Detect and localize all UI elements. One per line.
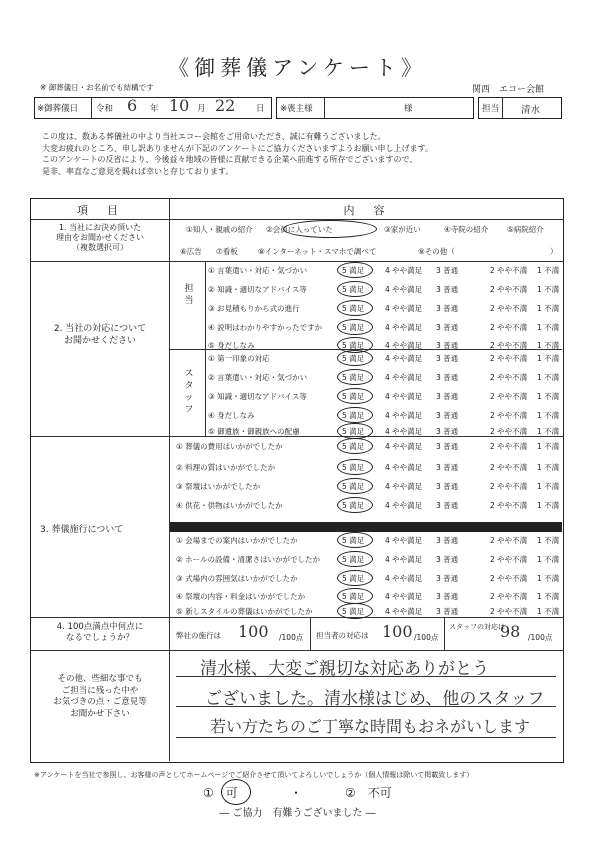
q5-label: その他、些細な事でも ご担当に残った中や お気づきの点・ご意見等 お聞かせ下さい: [53, 674, 147, 719]
q2-row-2-scale-4[interactable]: 4 やや満足: [385, 285, 423, 294]
q3a-row-3-scale-5[interactable]: 5 満足: [342, 482, 365, 491]
col-header-content: 内 容: [343, 204, 389, 217]
footer-no[interactable]: ② 不可: [345, 786, 392, 800]
q2-row-9-scale-5[interactable]: 5 満足: [342, 411, 365, 420]
q2-row-3-selected-circle-mark: [337, 300, 373, 316]
q3b-row-5-scale-5[interactable]: 5 満足: [342, 607, 365, 616]
q2-row-10-scale-2[interactable]: 2 やや不満: [490, 427, 528, 436]
company-name: 関西 エコー会館: [472, 85, 545, 95]
q3b-row-1-selected-circle-mark: [337, 532, 373, 548]
q2-row-8-scale-1[interactable]: 1 不満: [537, 392, 560, 401]
q2-row-3-scale-4[interactable]: 4 やや満足: [385, 304, 423, 313]
q3b-row-4-scale-1[interactable]: 1 不満: [537, 592, 560, 601]
q1-option-5[interactable]: ⑤病院紹介: [507, 225, 544, 234]
q2-row-8-scale-3[interactable]: 3 普通: [436, 392, 459, 401]
q3-label: 3. 葬儀施行について: [40, 525, 124, 535]
q2-item-1: ① 言葉遣い・対応・気づかい: [208, 266, 308, 275]
q2-row-1-scale-5[interactable]: 5 満足: [342, 266, 365, 275]
q3a-row-2-scale-3[interactable]: 3 普通: [436, 463, 459, 472]
q2-row-6-scale-4[interactable]: 4 やや満足: [385, 354, 423, 363]
footer-question: ※アンケートを当社で参照し、お客様の声としてホームページでご紹介させて頂いてよろしいでしょうか（個人情報は除いて掲載致します）: [34, 771, 474, 779]
q3a-item-2: ② 料理の質はいかがでしたか: [176, 463, 276, 472]
q2-row-10-scale-5[interactable]: 5 満足: [342, 427, 365, 436]
q3a-row-4-scale-2[interactable]: 2 やや不満: [490, 501, 528, 510]
q2-row-8-scale-5[interactable]: 5 満足: [342, 392, 365, 401]
q1-option-3[interactable]: ③家が近い: [384, 225, 421, 234]
q2-row-6-scale-3[interactable]: 3 普通: [436, 354, 459, 363]
q2-row-6-scale-5[interactable]: 5 満足: [342, 354, 365, 363]
q3b-row-4-scale-5[interactable]: 5 満足: [342, 592, 365, 601]
q3b-row-3-scale-2[interactable]: 2 やや不満: [490, 574, 528, 583]
q2-row-2-scale-3[interactable]: 3 普通: [436, 285, 459, 294]
q3a-row-1-scale-3[interactable]: 3 普通: [436, 442, 459, 451]
q2-row-4-scale-3[interactable]: 3 普通: [436, 323, 459, 332]
q3b-row-3-scale-1[interactable]: 1 不満: [537, 574, 560, 583]
q2-item-8: ③ 知識・適切なアドバイス等: [208, 392, 307, 401]
q3a-row-2-scale-1[interactable]: 1 不満: [537, 463, 560, 472]
q2-item-2: ② 知識・適切なアドバイス等: [208, 285, 307, 294]
q2-item-4: ④ 説明はわかりやすかったですか: [208, 323, 323, 332]
q3a-row-2-selected-circle-mark: [337, 459, 373, 475]
q3a-row-2-scale-5[interactable]: 5 満足: [342, 463, 365, 472]
q3a-row-4-scale-1[interactable]: 1 不満: [537, 501, 560, 510]
q2-row-4-scale-4[interactable]: 4 やや満足: [385, 323, 423, 332]
q2-row-5-scale-3[interactable]: 3 普通: [436, 341, 459, 350]
q3a-row-4-selected-circle-mark: [337, 497, 373, 513]
q2-row-7-scale-1[interactable]: 1 不満: [537, 373, 560, 382]
q2-label: 2. 当社の対応について お聞かせください: [53, 324, 147, 346]
score-company: 100: [238, 622, 269, 641]
era-label: 令和: [96, 104, 114, 114]
q2-row-4-selected-circle-mark: [337, 319, 373, 335]
q1-option-7[interactable]: ⑦看板: [216, 247, 238, 256]
q3b-row-1-scale-2[interactable]: 2 やや不満: [490, 536, 528, 545]
q2-group-tantou: 担当: [184, 284, 194, 306]
q1-label: 1. 当社にお決め頂いた 理由をお聞かせください （複数選択可）: [56, 223, 144, 252]
q3b-row-3-scale-4[interactable]: 4 やや満足: [385, 574, 423, 583]
q3b-row-1-scale-4[interactable]: 4 やや満足: [385, 536, 423, 545]
score-staff: 98: [500, 622, 521, 641]
q3a-row-2-scale-2[interactable]: 2 やや不満: [490, 463, 528, 472]
q3b-row-3-selected-circle-mark: [337, 570, 373, 586]
q2-row-8-scale-4[interactable]: 4 やや満足: [385, 392, 423, 401]
q2-row-4-scale-2[interactable]: 2 やや不満: [490, 323, 528, 332]
q2-row-4-scale-1[interactable]: 1 不満: [537, 323, 560, 332]
q3b-row-2-scale-2[interactable]: 2 やや不満: [490, 555, 528, 564]
q3a-row-3-selected-circle-mark: [337, 478, 373, 494]
footer-yes-circle-mark: [221, 779, 251, 805]
q2-row-5-scale-2[interactable]: 2 やや不満: [490, 341, 528, 350]
q3b-row-2-selected-circle-mark: [337, 551, 373, 567]
q3b-item-1: ① 会場までの案内はいかがでしたか: [176, 536, 298, 545]
q2-row-4-scale-5[interactable]: 5 満足: [342, 323, 365, 332]
q3b-row-5-selected-circle-mark: [337, 603, 373, 619]
q3b-item-3: ③ 式場内の雰囲気はいかがでしたか: [176, 574, 298, 583]
q3b-row-5-scale-2[interactable]: 2 やや不満: [490, 607, 528, 616]
q2-item-3: ③ お見積もりから式の進行: [208, 304, 300, 313]
q3a-row-2-scale-4[interactable]: 4 やや満足: [385, 463, 423, 472]
year-value: 6: [127, 96, 138, 115]
comment-line-2: ございました。清水様はじめ、他のスタッフ: [205, 689, 545, 709]
q2-row-5-scale-1[interactable]: 1 不満: [537, 341, 560, 350]
q1-option-9[interactable]: ⑨その他（: [418, 247, 455, 256]
q3b-row-1-scale-5[interactable]: 5 満足: [342, 536, 365, 545]
comment-line-3: 若い方たちのご丁寧な時間もおネがいします: [210, 717, 531, 736]
q3a-row-4-scale-3[interactable]: 3 普通: [436, 501, 459, 510]
comment-line-1: 清水様、大変ご親切な対応ありがとう: [200, 659, 489, 679]
q3a-row-1-scale-2[interactable]: 2 やや不満: [490, 442, 528, 451]
q2-row-1-scale-4[interactable]: 4 やや満足: [385, 266, 423, 275]
q3b-row-2-scale-1[interactable]: 1 不満: [537, 555, 560, 564]
q2-row-10-scale-1[interactable]: 1 不満: [537, 427, 560, 436]
q4-label: 4. 100点満点中何点に なるでしょうか？: [56, 622, 144, 643]
q2-row-7-scale-5[interactable]: 5 満足: [342, 373, 365, 382]
q2-item-10: ⑤ 御遺族・御親族への配慮: [208, 427, 300, 436]
q1-option-1[interactable]: ①知人・親戚の紹介: [186, 225, 253, 234]
funeral-date-label: ※御葬儀日: [37, 104, 79, 114]
q2-row-9-scale-2[interactable]: 2 やや不満: [490, 411, 528, 420]
q3b-item-5: ⑤ 新しスタイルの葬儀はいかがでしたか: [176, 607, 313, 616]
q2-item-5: ⑤ 身だしなみ: [208, 341, 255, 350]
q2-item-7: ② 言葉遣い・対応・気づかい: [208, 373, 308, 382]
footer-yes[interactable]: ① 可: [203, 786, 238, 800]
staff-name: 清水: [521, 105, 541, 116]
q2-row-2-scale-5[interactable]: 5 満足: [342, 285, 365, 294]
q1-option-6[interactable]: ⑥広告: [180, 247, 202, 256]
q1-option-2-circle-mark: [283, 220, 377, 238]
q3a-row-1-scale-5[interactable]: 5 満足: [342, 442, 365, 451]
q1-option-4[interactable]: ④寺院の紹介: [444, 225, 489, 234]
q2-row-8-selected-circle-mark: [337, 388, 373, 404]
q2-group-staff: スタッフ: [184, 369, 194, 415]
q2-row-5-scale-5[interactable]: 5 満足: [342, 341, 365, 350]
q1-option-2[interactable]: ②会員に入っていた: [266, 225, 333, 234]
q2-row-6-scale-1[interactable]: 1 不満: [537, 354, 560, 363]
q3b-row-4-scale-4[interactable]: 4 やや満足: [385, 592, 423, 601]
q2-row-9-scale-1[interactable]: 1 不満: [537, 411, 560, 420]
q2-row-7-selected-circle-mark: [337, 369, 373, 385]
q2-row-10-selected-circle-mark: [337, 423, 373, 439]
q2-row-10-scale-3[interactable]: 3 普通: [436, 427, 459, 436]
q3b-row-3-scale-3[interactable]: 3 普通: [436, 574, 459, 583]
q3b-row-4-selected-circle-mark: [337, 588, 373, 604]
q2-row-8-scale-2[interactable]: 2 やや不満: [490, 392, 528, 401]
q2-item-9: ④ 身だしなみ: [208, 411, 255, 420]
q3a-row-4-scale-5[interactable]: 5 満足: [342, 501, 365, 510]
q2-row-10-scale-4[interactable]: 4 やや満足: [385, 427, 423, 436]
q3b-row-5-scale-1[interactable]: 1 不満: [537, 607, 560, 616]
q2-row-1-scale-1[interactable]: 1 不満: [537, 266, 560, 275]
q2-row-3-scale-1[interactable]: 1 不満: [537, 304, 560, 313]
client-suffix: 様: [404, 104, 413, 114]
q2-row-7-scale-2[interactable]: 2 やや不満: [490, 373, 528, 382]
q2-row-9-scale-4[interactable]: 4 やや満足: [385, 411, 423, 420]
col-header-item: 項 目: [77, 204, 122, 217]
q2-row-3-scale-2[interactable]: 2 やや不満: [490, 304, 528, 313]
day-value: 22: [215, 96, 236, 115]
month-value: 10: [169, 96, 190, 115]
staff-label: 担当: [482, 104, 500, 114]
q3a-row-3-scale-1[interactable]: 1 不満: [537, 482, 560, 491]
q2-row-9-selected-circle-mark: [337, 407, 373, 423]
header-note: ※ 御葬儀日・お名前でも結構です: [40, 83, 154, 92]
q1-option-8[interactable]: ⑧インターネット・スマホで調べて: [258, 247, 377, 256]
q2-row-1-scale-3[interactable]: 3 普通: [436, 266, 459, 275]
q2-row-9-scale-3[interactable]: 3 普通: [436, 411, 459, 420]
q3b-row-1-scale-1[interactable]: 1 不満: [537, 536, 560, 545]
q3a-row-1-scale-4[interactable]: 4 やや満足: [385, 442, 423, 451]
q3a-row-1-scale-1[interactable]: 1 不満: [537, 442, 560, 451]
q3-dark-band: [170, 522, 562, 532]
q3b-row-5-scale-4[interactable]: 4 やや満足: [385, 607, 423, 616]
q3a-row-1-selected-circle-mark: [337, 438, 373, 454]
q3a-row-3-scale-3[interactable]: 3 普通: [436, 482, 459, 491]
q3b-row-5-scale-3[interactable]: 3 普通: [436, 607, 459, 616]
q3b-row-4-scale-2[interactable]: 2 やや不満: [490, 592, 528, 601]
client-label: ※喪主様: [280, 104, 313, 114]
score-tantou: 100: [382, 622, 413, 641]
q2-row-2-scale-1[interactable]: 1 不満: [537, 285, 560, 294]
q3a-item-1: ① 葬儀の費用はいかがでしたか: [176, 442, 283, 451]
q2-row-7-scale-4[interactable]: 4 やや満足: [385, 373, 423, 382]
q3a-row-4-scale-4[interactable]: 4 やや満足: [385, 501, 423, 510]
q2-row-1-scale-2[interactable]: 2 やや不満: [490, 266, 528, 275]
q2-row-1-selected-circle-mark: [337, 262, 373, 278]
q3b-row-3-scale-5[interactable]: 5 満足: [342, 574, 365, 583]
document-title: 《御葬儀アンケート》: [168, 56, 427, 80]
q3a-item-3: ③ 祭壇はいかがでしたか: [176, 482, 261, 491]
q2-row-2-selected-circle-mark: [337, 281, 373, 297]
q3b-row-2-scale-4[interactable]: 4 やや満足: [385, 555, 423, 564]
q2-row-6-selected-circle-mark: [337, 350, 373, 366]
q2-row-5-scale-4[interactable]: 4 やや満足: [385, 341, 423, 350]
footer-thanks: ― ご協力 有難うございました ―: [219, 808, 376, 819]
q2-row-6-scale-2[interactable]: 2 やや不満: [490, 354, 528, 363]
q3b-row-4-scale-3[interactable]: 3 普通: [436, 592, 459, 601]
q3b-item-4: ④ 祭壇の内容・料金はいかがでしたか: [176, 592, 306, 601]
q2-row-7-scale-3[interactable]: 3 普通: [436, 373, 459, 382]
q2-item-6: ① 第一印象の対応: [208, 354, 270, 363]
q3a-row-3-scale-4[interactable]: 4 やや満足: [385, 482, 423, 491]
q3a-row-3-scale-2[interactable]: 2 やや不満: [490, 482, 528, 491]
intro-text: この度は、数ある葬儀社の中より当社エコー会館をご用命いただき、誠に有難うございました。 大変お疲れのところ、申し訳ありませんが下記のアンケートにご協力くださいますようお願い申し上げます。 このアンケートの反省により、今後益々地域の皆様に貢献できる企業へ前進する所存でございますので、 是非、率直なご意見を賜れば幸いと存じております。: [42, 132, 433, 176]
q2-row-3-scale-3[interactable]: 3 普通: [436, 304, 459, 313]
q2-row-2-scale-2[interactable]: 2 やや不満: [490, 285, 528, 294]
q3b-row-1-scale-3[interactable]: 3 普通: [436, 536, 459, 545]
q3b-item-2: ② ホールの設備・清潔さはいかがでしたか: [176, 555, 320, 564]
q3b-row-2-scale-5[interactable]: 5 満足: [342, 555, 365, 564]
q3a-item-4: ④ 供花・供物はいかがでしたか: [176, 501, 283, 510]
q3b-row-2-scale-3[interactable]: 3 普通: [436, 555, 459, 564]
q2-row-3-scale-5[interactable]: 5 満足: [342, 304, 365, 313]
